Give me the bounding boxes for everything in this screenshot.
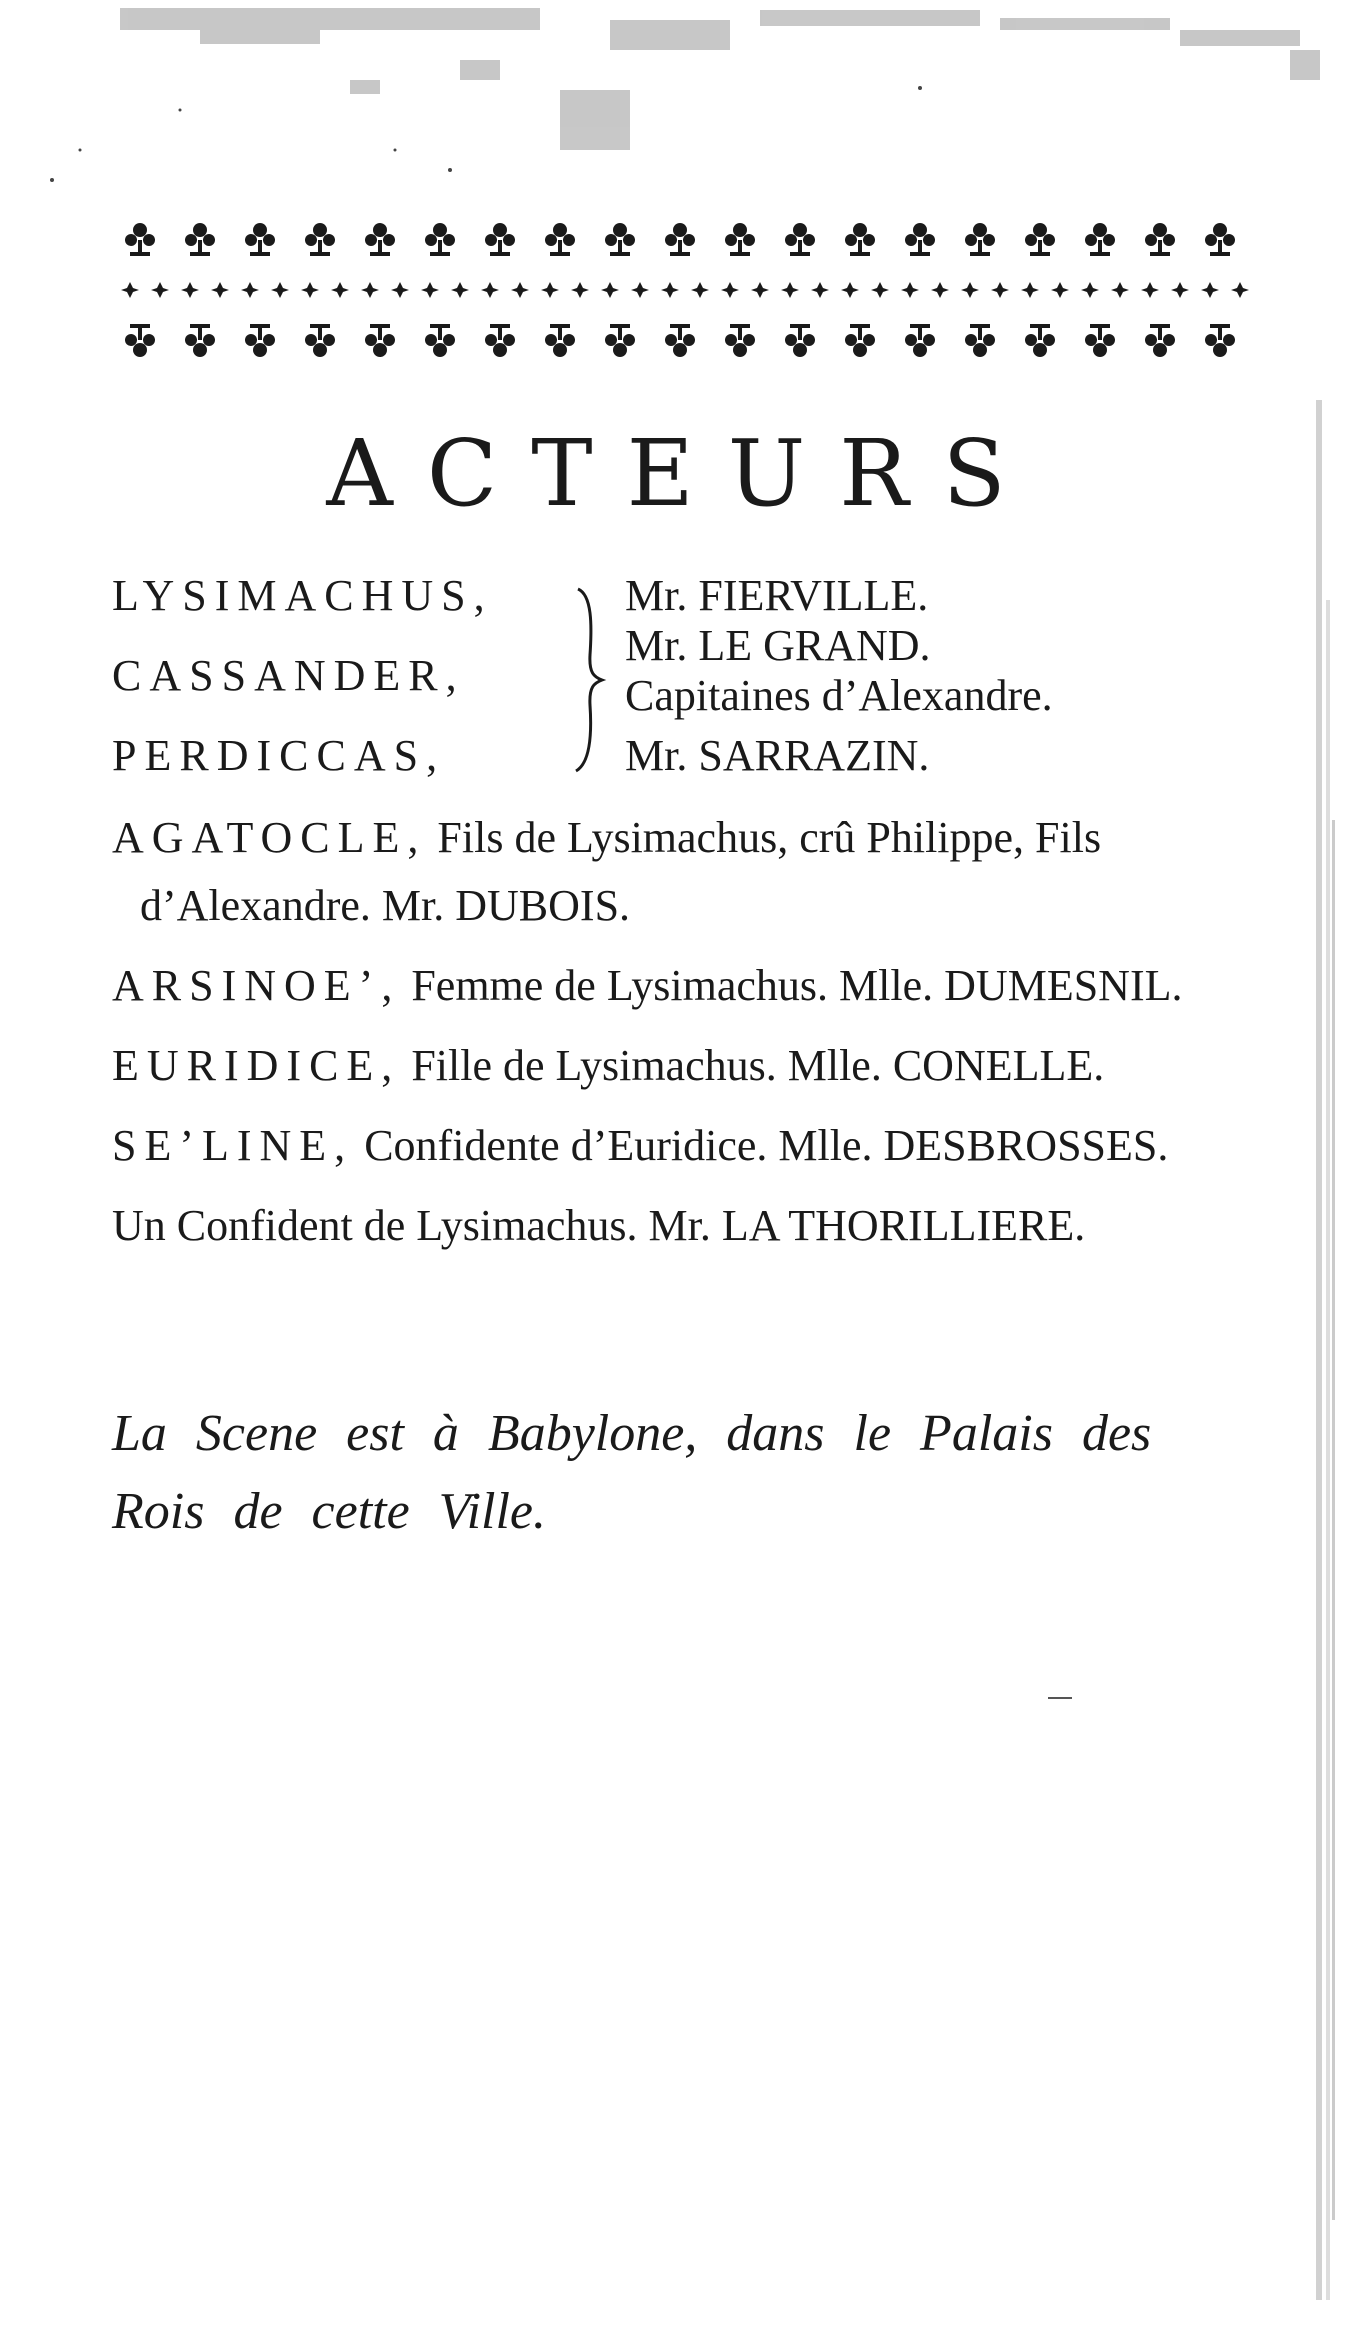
actor-dumesnil: Mlle. DUMESNIL. xyxy=(839,961,1183,1010)
character-entry-agatocle xyxy=(112,812,1101,863)
group-description: Capitaines d’Alexandre. xyxy=(625,671,1053,720)
actor-sarrazin: Mr. SARRAZIN. xyxy=(625,731,930,780)
character-entry-euridice xyxy=(112,1040,1104,1091)
character-name-seline: SE’LINE, xyxy=(112,1121,354,1170)
character-description-seline: Confidente d’Euridice. xyxy=(364,1121,768,1170)
actor-fierville: Mr. FIERVILLE. xyxy=(625,571,929,620)
actor-la-thorilliere: Mr. LA THORILLIERE. xyxy=(648,1201,1086,1250)
character-name-arsinoe: ARSINOE’, xyxy=(112,961,401,1010)
character-description-agatocle-line2: d’Alexandre. xyxy=(140,881,371,930)
character-name-perdiccas: PERDICCAS, xyxy=(112,731,446,780)
actor-le-grand: Mr. LE GRAND. xyxy=(625,621,931,670)
scan-noise-right-edge xyxy=(1306,0,1366,2346)
actor-dubois: Mr. DUBOIS. xyxy=(381,881,631,930)
character-name-lysimachus: LYSIMACHUS, xyxy=(112,571,493,620)
grouping-brace xyxy=(572,585,612,775)
decorative-ornament-band xyxy=(110,210,1260,370)
character-description-euridice: Fille de Lysimachus. xyxy=(411,1041,777,1090)
character-name-cassander: CASSANDER, xyxy=(112,651,465,700)
character-entry-arsinoe xyxy=(112,960,1182,1011)
scan-noise-top xyxy=(0,0,1366,200)
stage-direction-line1: La Scene est à Babylone, dans le Palais des xyxy=(112,1405,1152,1462)
page-title: ACTEURS xyxy=(326,420,1040,527)
actor-desbrosses: Mlle. DESBROSSES. xyxy=(778,1121,1169,1170)
character-description-agatocle-line1: Fils de Lysimachus, crû Philippe, Fils xyxy=(437,813,1102,862)
character-description-confident: Un Confident de Lysimachus. xyxy=(112,1201,638,1250)
character-entry-agatocle-cont xyxy=(140,880,630,931)
character-description-arsinoe: Femme de Lysimachus. xyxy=(411,961,829,1010)
stray-mark xyxy=(1048,1697,1072,1699)
actor-conelle: Mlle. CONELLE. xyxy=(787,1041,1105,1090)
character-name-euridice: EURIDICE, xyxy=(112,1041,401,1090)
stage-direction xyxy=(112,1395,1262,1551)
character-entry-seline xyxy=(112,1120,1168,1171)
character-name-agatocle: AGATOCLE, xyxy=(112,813,427,862)
stage-direction-line2: Rois de cette Ville. xyxy=(112,1483,546,1540)
character-entry-confident xyxy=(112,1200,1085,1251)
